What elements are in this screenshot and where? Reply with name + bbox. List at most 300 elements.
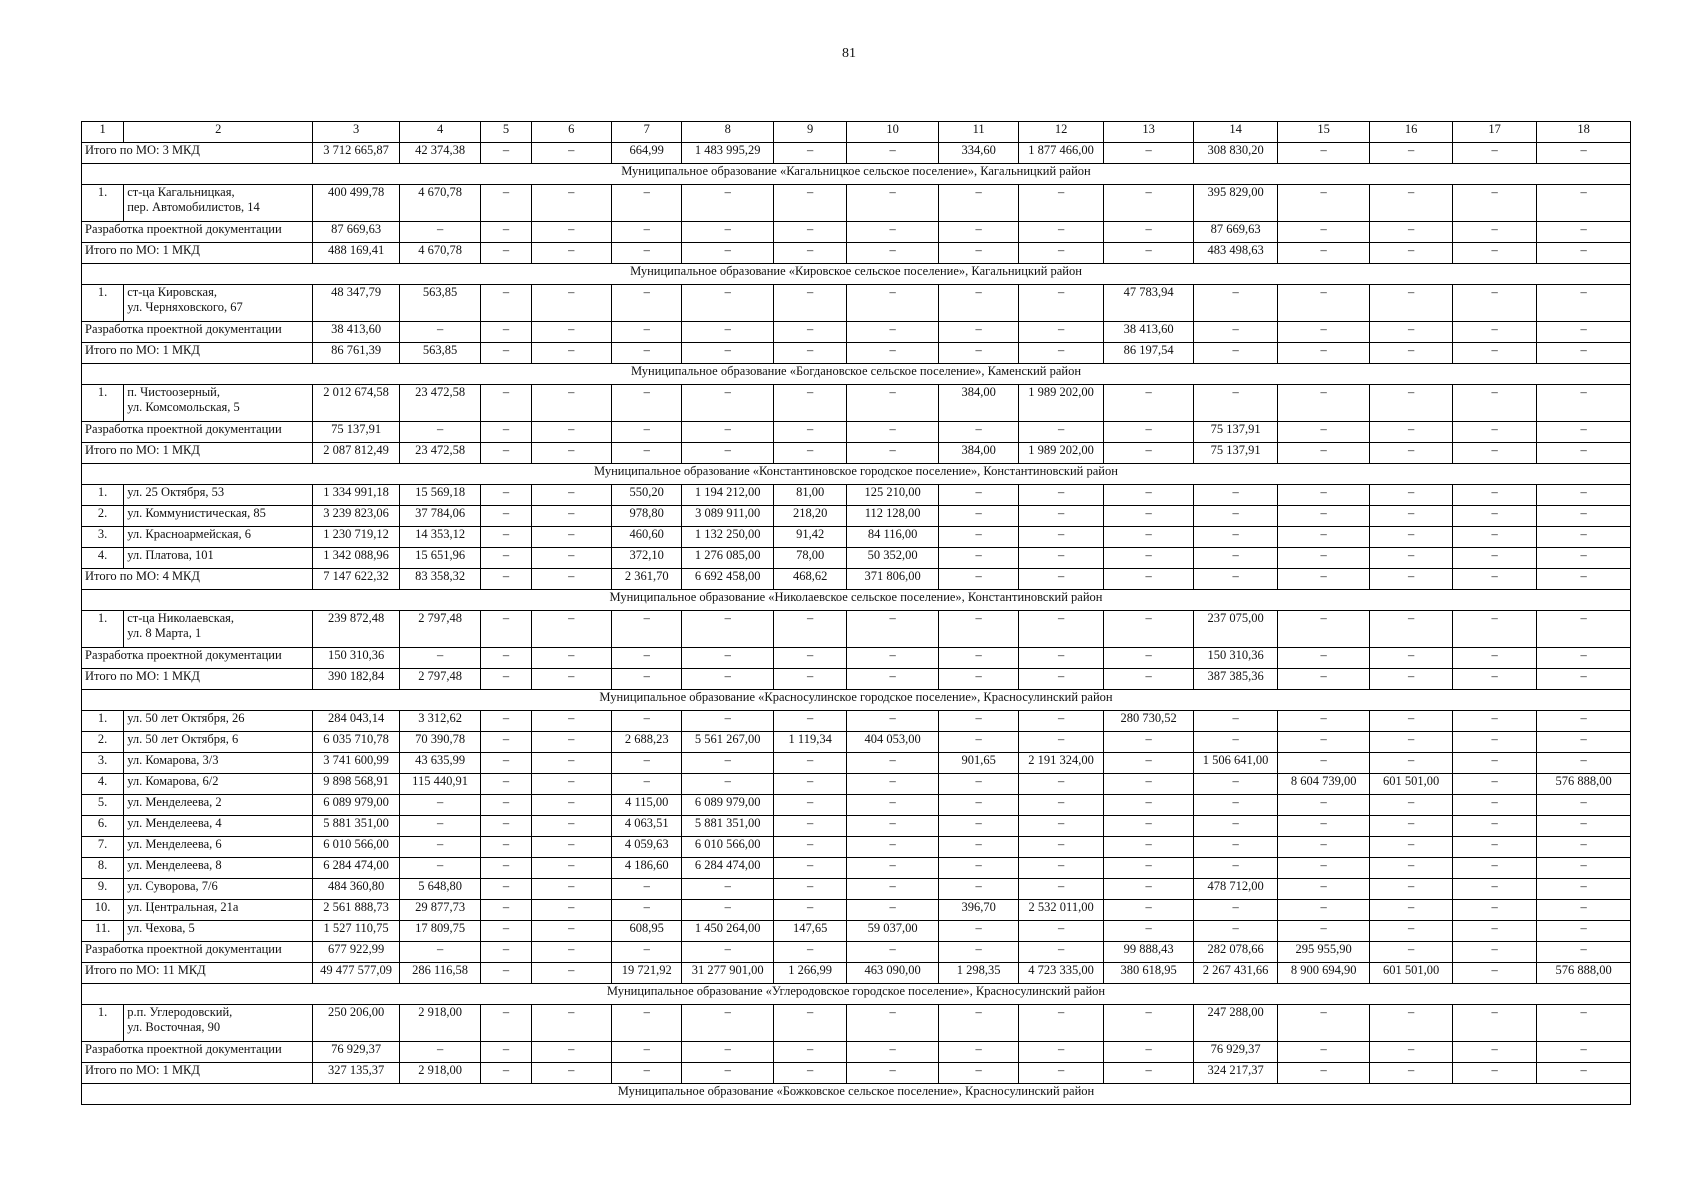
value-cell: – [773, 837, 846, 858]
value-cell: – [938, 648, 1018, 669]
municipality-heading: Муниципальное образование «Углеродовское городское поселение», Красносулинский район [82, 984, 1631, 1005]
table-row [82, 185, 1631, 222]
total-row [82, 569, 1631, 590]
value-cell: – [1537, 837, 1631, 858]
section-row [82, 690, 1631, 711]
header-row [82, 122, 1631, 143]
value-cell: – [1452, 143, 1536, 164]
value-cell: 112 128,00 [847, 506, 939, 527]
address: ул. 50 лет Октября, 6 [124, 732, 313, 753]
value-cell: – [531, 879, 611, 900]
address: ст-ца Николаевская, ул. 8 Марта, 1 [124, 611, 313, 648]
value-cell: – [1019, 837, 1103, 858]
value-cell: 78,00 [773, 548, 846, 569]
value-cell: – [1103, 185, 1194, 222]
value-cell: – [938, 485, 1018, 506]
value-cell: – [531, 611, 611, 648]
value-cell: – [847, 611, 939, 648]
column-number-header: 13 [1103, 122, 1194, 143]
value-cell: – [682, 343, 774, 364]
value-cell: 23 472,58 [399, 443, 480, 464]
value-cell: – [1277, 732, 1370, 753]
value-cell: – [847, 185, 939, 222]
value-cell: – [481, 648, 531, 669]
value-cell: – [1537, 648, 1631, 669]
value-cell: – [1370, 548, 1452, 569]
value-cell: – [1194, 732, 1277, 753]
address: ст-ца Кировская, ул. Черняховского, 67 [124, 285, 313, 322]
value-cell: – [847, 942, 939, 963]
value-cell: 677 922,99 [313, 942, 400, 963]
value-cell: – [1194, 816, 1277, 837]
value-cell: – [847, 143, 939, 164]
value-cell: – [1370, 795, 1452, 816]
value-cell: 91,42 [773, 527, 846, 548]
table-row [82, 774, 1631, 795]
value-cell: 81,00 [773, 485, 846, 506]
value-cell: 6 089 979,00 [682, 795, 774, 816]
address: ул. Комарова, 3/3 [124, 753, 313, 774]
value-cell: – [938, 343, 1018, 364]
value-cell: – [612, 222, 682, 243]
value-cell: – [1019, 548, 1103, 569]
value-cell: – [1452, 569, 1536, 590]
value-cell: – [682, 753, 774, 774]
value-cell: – [1452, 837, 1536, 858]
value-cell: – [682, 243, 774, 264]
value-cell: 31 277 901,00 [682, 963, 774, 984]
municipality-heading: Муниципальное образование «Красносулинское городское поселение», Красносулинский район [82, 690, 1631, 711]
value-cell: – [938, 837, 1018, 858]
value-cell: 86 761,39 [313, 343, 400, 364]
total-row [82, 963, 1631, 984]
value-cell: – [1194, 322, 1277, 343]
value-cell: – [682, 611, 774, 648]
value-cell: – [1370, 243, 1452, 264]
value-cell: 334,60 [938, 143, 1018, 164]
value-cell: – [531, 795, 611, 816]
table-row [82, 527, 1631, 548]
value-cell: – [682, 443, 774, 464]
value-cell: – [1370, 711, 1452, 732]
value-cell: – [1537, 816, 1631, 837]
value-cell: 9 898 568,91 [313, 774, 400, 795]
value-cell: – [682, 648, 774, 669]
value-cell: 978,80 [612, 506, 682, 527]
value-cell: – [612, 322, 682, 343]
table-row [82, 879, 1631, 900]
value-cell: – [847, 669, 939, 690]
value-cell: – [531, 963, 611, 984]
value-cell: – [1194, 527, 1277, 548]
value-cell: – [682, 322, 774, 343]
value-cell: – [1452, 385, 1536, 422]
value-cell: – [1277, 1005, 1370, 1042]
value-cell: – [531, 569, 611, 590]
value-cell: – [938, 774, 1018, 795]
value-cell: 563,85 [399, 343, 480, 364]
value-cell: 76 929,37 [313, 1042, 400, 1063]
value-cell: – [1277, 222, 1370, 243]
value-cell: – [1019, 858, 1103, 879]
value-cell: 75 137,91 [1194, 443, 1277, 464]
address: ул. 50 лет Октября, 26 [124, 711, 313, 732]
value-cell: 49 477 577,09 [313, 963, 400, 984]
value-cell: – [531, 921, 611, 942]
value-cell: – [1019, 322, 1103, 343]
value-cell: 59 037,00 [847, 921, 939, 942]
value-cell: – [612, 422, 682, 443]
address: п. Чистоозерный, ул. Комсомольская, 5 [124, 385, 313, 422]
value-cell: – [531, 1042, 611, 1063]
value-cell: – [1019, 285, 1103, 322]
value-cell: – [1452, 669, 1536, 690]
value-cell: – [847, 343, 939, 364]
table-row [82, 711, 1631, 732]
row-number: 5. [82, 795, 124, 816]
value-cell: – [847, 837, 939, 858]
value-cell: – [682, 669, 774, 690]
value-cell: – [481, 506, 531, 527]
municipality-heading: Муниципальное образование «Богдановское сельское поселение», Каменский район [82, 364, 1631, 385]
value-cell: – [1194, 548, 1277, 569]
value-cell: 576 888,00 [1537, 774, 1631, 795]
value-cell: – [1452, 921, 1536, 942]
value-cell: – [531, 837, 611, 858]
total-row [82, 648, 1631, 669]
value-cell: – [847, 385, 939, 422]
value-cell: – [773, 143, 846, 164]
value-cell: 19 721,92 [612, 963, 682, 984]
value-cell: – [682, 185, 774, 222]
value-cell: 2 087 812,49 [313, 443, 400, 464]
value-cell: 400 499,78 [313, 185, 400, 222]
value-cell: – [481, 485, 531, 506]
total-row [82, 443, 1631, 464]
table-row [82, 285, 1631, 322]
value-cell: – [1537, 1005, 1631, 1042]
value-cell: – [1370, 669, 1452, 690]
value-cell: 1 483 995,29 [682, 143, 774, 164]
address: ул. Суворова, 7/6 [124, 879, 313, 900]
value-cell: – [1277, 506, 1370, 527]
row-label: Итого по МО: 1 МКД [82, 443, 313, 464]
value-cell: – [938, 942, 1018, 963]
value-cell: – [1277, 343, 1370, 364]
value-cell: – [1277, 422, 1370, 443]
value-cell: 601 501,00 [1370, 774, 1452, 795]
value-cell: – [1277, 527, 1370, 548]
value-cell: – [1452, 506, 1536, 527]
value-cell: – [938, 527, 1018, 548]
value-cell: – [1537, 569, 1631, 590]
value-cell: 280 730,52 [1103, 711, 1194, 732]
value-cell: – [938, 422, 1018, 443]
value-cell: – [1019, 343, 1103, 364]
value-cell: – [773, 942, 846, 963]
value-cell: – [481, 1063, 531, 1084]
value-cell: – [1370, 322, 1452, 343]
value-cell: – [1194, 385, 1277, 422]
value-cell: 87 669,63 [1194, 222, 1277, 243]
total-row [82, 942, 1631, 963]
value-cell: – [847, 322, 939, 343]
value-cell: – [1452, 1042, 1536, 1063]
value-cell: 4 063,51 [612, 816, 682, 837]
value-cell: – [1019, 921, 1103, 942]
value-cell: – [938, 816, 1018, 837]
value-cell: 43 635,99 [399, 753, 480, 774]
value-cell: 76 929,37 [1194, 1042, 1277, 1063]
value-cell: – [938, 185, 1018, 222]
value-cell: – [1103, 795, 1194, 816]
value-cell: – [773, 711, 846, 732]
value-cell: – [1277, 143, 1370, 164]
value-cell: – [1537, 506, 1631, 527]
section-row [82, 984, 1631, 1005]
value-cell: – [1019, 611, 1103, 648]
value-cell: – [1194, 900, 1277, 921]
value-cell: – [1019, 816, 1103, 837]
value-cell: 2 361,70 [612, 569, 682, 590]
value-cell: – [1452, 732, 1536, 753]
row-number: 3. [82, 527, 124, 548]
value-cell: 324 217,37 [1194, 1063, 1277, 1084]
value-cell: – [1277, 921, 1370, 942]
value-cell: – [847, 774, 939, 795]
address: ул. Менделеева, 6 [124, 837, 313, 858]
value-cell: – [1103, 422, 1194, 443]
value-cell: 396,70 [938, 900, 1018, 921]
value-cell: 147,65 [773, 921, 846, 942]
value-cell: 384,00 [938, 443, 1018, 464]
value-cell: – [938, 506, 1018, 527]
row-number: 3. [82, 753, 124, 774]
value-cell: 42 374,38 [399, 143, 480, 164]
value-cell: 3 089 911,00 [682, 506, 774, 527]
section-row [82, 1084, 1631, 1105]
value-cell: 1 450 264,00 [682, 921, 774, 942]
value-cell: – [481, 879, 531, 900]
value-cell: – [399, 648, 480, 669]
value-cell: – [612, 385, 682, 422]
value-cell: 2 688,23 [612, 732, 682, 753]
value-cell: – [1019, 569, 1103, 590]
value-cell: – [1537, 1042, 1631, 1063]
value-cell: – [1452, 485, 1536, 506]
value-cell: – [847, 816, 939, 837]
total-row [82, 422, 1631, 443]
value-cell: – [481, 669, 531, 690]
value-cell: 75 137,91 [313, 422, 400, 443]
value-cell: – [847, 858, 939, 879]
value-cell: – [481, 222, 531, 243]
value-cell: – [847, 443, 939, 464]
value-cell: – [481, 774, 531, 795]
value-cell: – [1452, 963, 1536, 984]
value-cell: – [1452, 343, 1536, 364]
table-row [82, 611, 1631, 648]
value-cell: – [682, 879, 774, 900]
row-number: 2. [82, 506, 124, 527]
value-cell: – [399, 422, 480, 443]
value-cell: 463 090,00 [847, 963, 939, 984]
total-row [82, 322, 1631, 343]
value-cell: – [1277, 548, 1370, 569]
value-cell: – [1103, 732, 1194, 753]
value-cell: – [399, 322, 480, 343]
row-number: 8. [82, 858, 124, 879]
value-cell: 387 385,36 [1194, 669, 1277, 690]
value-cell: 2 918,00 [399, 1063, 480, 1084]
value-cell: 1 877 466,00 [1019, 143, 1103, 164]
value-cell: – [481, 1042, 531, 1063]
value-cell: – [773, 774, 846, 795]
value-cell: 150 310,36 [1194, 648, 1277, 669]
value-cell: – [531, 143, 611, 164]
total-row [82, 143, 1631, 164]
value-cell: – [531, 669, 611, 690]
value-cell: – [1537, 900, 1631, 921]
value-cell: – [399, 222, 480, 243]
value-cell: 99 888,43 [1103, 942, 1194, 963]
value-cell: 4 115,00 [612, 795, 682, 816]
value-cell: – [1103, 1063, 1194, 1084]
column-number-header: 17 [1452, 122, 1536, 143]
value-cell: 901,65 [938, 753, 1018, 774]
value-cell: – [1194, 569, 1277, 590]
value-cell: – [612, 942, 682, 963]
value-cell: – [1103, 143, 1194, 164]
value-cell: – [1452, 858, 1536, 879]
section-row [82, 364, 1631, 385]
column-number-header: 12 [1019, 122, 1103, 143]
column-number-header: 18 [1537, 122, 1631, 143]
value-cell: – [612, 1005, 682, 1042]
value-cell: 8 900 694,90 [1277, 963, 1370, 984]
value-cell: 125 210,00 [847, 485, 939, 506]
row-number: 7. [82, 837, 124, 858]
row-label: Итого по МО: 3 МКД [82, 143, 313, 164]
municipality-heading: Муниципальное образование «Божковское сельское поселение», Красносулинский район [82, 1084, 1631, 1105]
value-cell: – [1452, 548, 1536, 569]
value-cell: – [481, 837, 531, 858]
value-cell: 484 360,80 [313, 879, 400, 900]
value-cell: 5 648,80 [399, 879, 480, 900]
value-cell: – [847, 711, 939, 732]
value-cell: – [531, 858, 611, 879]
value-cell: – [847, 222, 939, 243]
value-cell: – [1537, 485, 1631, 506]
table-row [82, 732, 1631, 753]
value-cell: – [847, 879, 939, 900]
value-cell: 47 783,94 [1103, 285, 1194, 322]
value-cell: – [481, 243, 531, 264]
value-cell: 2 267 431,66 [1194, 963, 1277, 984]
value-cell: – [1537, 1063, 1631, 1084]
value-cell: – [531, 1005, 611, 1042]
address: ст-ца Кагальницкая, пер. Автомобилистов, 14 [124, 185, 313, 222]
value-cell: – [612, 185, 682, 222]
value-cell: – [773, 285, 846, 322]
table-row [82, 837, 1631, 858]
value-cell: 286 116,58 [399, 963, 480, 984]
section-row [82, 464, 1631, 485]
value-cell: – [1277, 485, 1370, 506]
value-cell: – [1537, 711, 1631, 732]
value-cell: 404 053,00 [847, 732, 939, 753]
value-cell: – [1452, 611, 1536, 648]
value-cell: 48 347,79 [313, 285, 400, 322]
value-cell: 488 169,41 [313, 243, 400, 264]
value-cell: 284 043,14 [313, 711, 400, 732]
value-cell: – [1537, 732, 1631, 753]
value-cell: – [399, 942, 480, 963]
value-cell: 563,85 [399, 285, 480, 322]
value-cell: – [1370, 1063, 1452, 1084]
value-cell: – [1194, 795, 1277, 816]
section-row [82, 164, 1631, 185]
value-cell: – [1537, 611, 1631, 648]
value-cell: – [531, 648, 611, 669]
value-cell: – [1277, 753, 1370, 774]
value-cell: – [531, 185, 611, 222]
value-cell: – [1370, 443, 1452, 464]
value-cell: – [847, 243, 939, 264]
value-cell: – [773, 1063, 846, 1084]
value-cell: – [773, 858, 846, 879]
value-cell: – [1019, 879, 1103, 900]
value-cell: – [481, 611, 531, 648]
value-cell: – [1019, 243, 1103, 264]
value-cell: – [612, 900, 682, 921]
value-cell: 6 284 474,00 [682, 858, 774, 879]
value-cell: – [773, 185, 846, 222]
value-cell: – [1103, 222, 1194, 243]
value-cell: 384,00 [938, 385, 1018, 422]
value-cell: – [481, 795, 531, 816]
value-cell: 5 561 267,00 [682, 732, 774, 753]
value-cell: – [612, 669, 682, 690]
address: ул. Комарова, 6/2 [124, 774, 313, 795]
address: р.п. Углеродовский, ул. Восточная, 90 [124, 1005, 313, 1042]
row-label: Разработка проектной документации [82, 1042, 313, 1063]
value-cell: – [1277, 711, 1370, 732]
value-cell: – [1194, 285, 1277, 322]
value-cell: 4 186,60 [612, 858, 682, 879]
row-label: Итого по МО: 1 МКД [82, 343, 313, 364]
value-cell: – [1194, 343, 1277, 364]
value-cell: 86 197,54 [1103, 343, 1194, 364]
value-cell: – [481, 343, 531, 364]
value-cell: – [1103, 548, 1194, 569]
table-row [82, 900, 1631, 921]
value-cell: 601 501,00 [1370, 963, 1452, 984]
value-cell: – [1103, 879, 1194, 900]
value-cell: – [773, 222, 846, 243]
column-number-header: 3 [313, 122, 400, 143]
value-cell: – [1452, 222, 1536, 243]
value-cell: – [531, 732, 611, 753]
value-cell: 1 989 202,00 [1019, 443, 1103, 464]
value-cell: 83 358,32 [399, 569, 480, 590]
value-cell: 38 413,60 [1103, 322, 1194, 343]
value-cell: – [1277, 879, 1370, 900]
table-row [82, 1005, 1631, 1042]
value-cell: – [682, 285, 774, 322]
value-cell: – [1277, 285, 1370, 322]
row-label: Итого по МО: 1 МКД [82, 1063, 313, 1084]
